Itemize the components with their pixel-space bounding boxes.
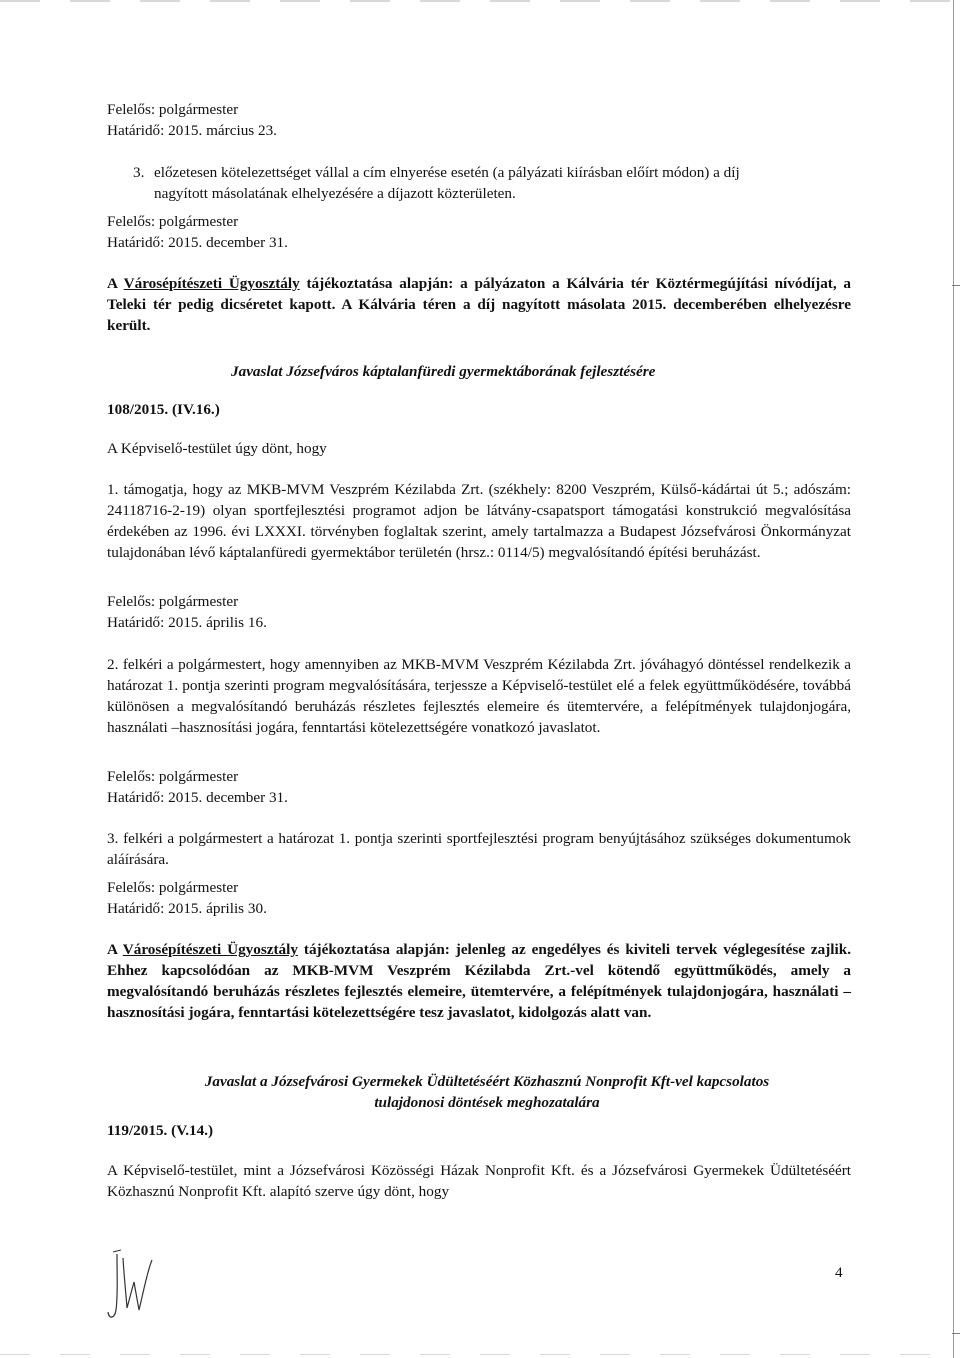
item-3-number: 3. xyxy=(133,164,145,181)
item-3-deadline: Határidő: 2015. december 31. xyxy=(107,234,288,251)
resolution-2-intro: A Képviselő-testület, mint a Józsefvárosi Közösségi Házak Nonprofit Kft. és a Józsefvárosi Gyermekek Üdültetéséért Közhasznú Nonprofit Kft. alapító szerve úgy dönt, hogy xyxy=(107,1162,851,1200)
resolution-2-title-line2: tulajdonosi döntések meghozatalára xyxy=(374,1094,600,1111)
scan-artifact-tick xyxy=(952,285,960,286)
scan-artifact-right-edge xyxy=(953,0,954,1358)
resolution-2-title-line1: Javaslat a Józsefvárosi Gyermekek Üdültetéséért Közhasznú Nonprofit Kft-vel kapcsolatos xyxy=(204,1073,770,1090)
scan-artifact-tick xyxy=(952,1333,960,1334)
scan-artifact-bottom xyxy=(0,1354,960,1355)
page-number: 4 xyxy=(835,1264,843,1281)
note-2-text: tájékoztatása alapján: jelenleg az engedélyes és kiviteli tervek véglegesítése zajlik. Ehhez kapcsolódóan az MKB-MVM Veszprém Kézilabda Zrt.-vel kötendő együttműködés, amely a megvalósítandó beruházás részletes fejlesztés elemeire, ütemtervére, a felépítmények tulajdonjogára, használati –hasznosítási jogára, fenntartási kötelezettségére tesz javaslatot, kidolgozás alatt van. xyxy=(107,941,851,1021)
resolution-1-point-3-responsible: Felelős: polgármester xyxy=(107,879,239,896)
resolution-1-point-1: 1. támogatja, hogy az MKB-MVM Veszprém Kézilabda Zrt. (székhely: 8200 Veszprém, Külső-kádártai út 5.; adószám: 24118716-2-19) olyan sportfejlesztési programot adjon be látvány-csapatsport támogatási konstrukció megvalósítása érdekében az 1996. évi LXXXI. törvényben foglaltak szerint, amely tartalmazza a Budapest Józsefvárosi Önkormányzat tulajdonában lévő káptalanfüredi gyermektábor területén (hrsz.: 0114/5) megvalósítandó építési beruházást. xyxy=(107,481,851,561)
note-1-lead: A xyxy=(107,275,124,292)
note-1-text: tájékoztatása alapján: a pályázaton a Kálvária tér Köztérmegújítási nívódíjat, a Teleki tér pedig dicséretet kapott. A Kálvária téren a díj nagyított másolata 2015. decemberében elhelyezésre került. xyxy=(107,275,852,334)
resolution-1-point-2-deadline: Határidő: 2015. december 31. xyxy=(107,789,288,806)
header-deadline: Határidő: 2015. március 23. xyxy=(107,122,277,139)
resolution-1-point-1-deadline: Határidő: 2015. április 16. xyxy=(107,614,267,631)
status-note-1 xyxy=(107,273,851,336)
note-2-department: Városépítészeti Ügyosztály xyxy=(122,941,298,958)
resolution-1-point-3-deadline: Határidő: 2015. április 30. xyxy=(107,900,267,917)
resolution-1-point-2-responsible: Felelős: polgármester xyxy=(107,768,239,785)
status-note-2 xyxy=(107,939,851,1023)
item-3-text-line1: előzetesen kötelezettséget vállal a cím elnyerése esetén (a pályázati kiírásban előírt módon) a díj xyxy=(154,164,740,181)
note-2-lead: A xyxy=(107,941,123,958)
resolution-2-title xyxy=(107,1071,867,1113)
item-3-responsible: Felelős: polgármester xyxy=(107,213,239,230)
resolution-1-title: Javaslat Józsefváros káptalanfüredi gyermektáborának fejlesztésére xyxy=(231,363,656,380)
signature-initials xyxy=(103,1248,157,1322)
resolution-1-intro: A Képviselő-testület úgy dönt, hogy xyxy=(107,440,327,457)
note-1-department: Városépítészeti Ügyosztály xyxy=(123,275,300,292)
item-3-text-line2: nagyított másolatának elhelyezésére a díjazott közterületen. xyxy=(154,185,516,202)
resolution-1-number: 108/2015. (IV.16.) xyxy=(107,401,220,418)
header-responsible: Felelős: polgármester xyxy=(107,101,239,118)
resolution-1-point-2: 2. felkéri a polgármestert, hogy amennyiben az MKB-MVM Veszprém Kézilabda Zrt. jóváhagyó döntéssel rendelkezik a határozat 1. pontja szerinti program megvalósítására, terjessze a Képviselő-testület elé a felek együttműködésére, továbbá különösen a megvalósítandó beruházás részletes fejlesztés elemeire és ütemtervére, a felépítmények tulajdonjogára, használati –hasznosítási jogára, fenntartási kötelezettségére vonatkozó javaslatot. xyxy=(107,656,851,736)
resolution-1-point-3: 3. felkéri a polgármestert a határozat 1. pontja szerinti sportfejlesztési program benyújtásához szükséges dokumentumok aláírására. xyxy=(107,830,851,868)
resolution-1-point-1-responsible: Felelős: polgármester xyxy=(107,593,239,610)
scan-artifact-top xyxy=(0,0,960,2)
resolution-2-number: 119/2015. (V.14.) xyxy=(107,1122,214,1139)
